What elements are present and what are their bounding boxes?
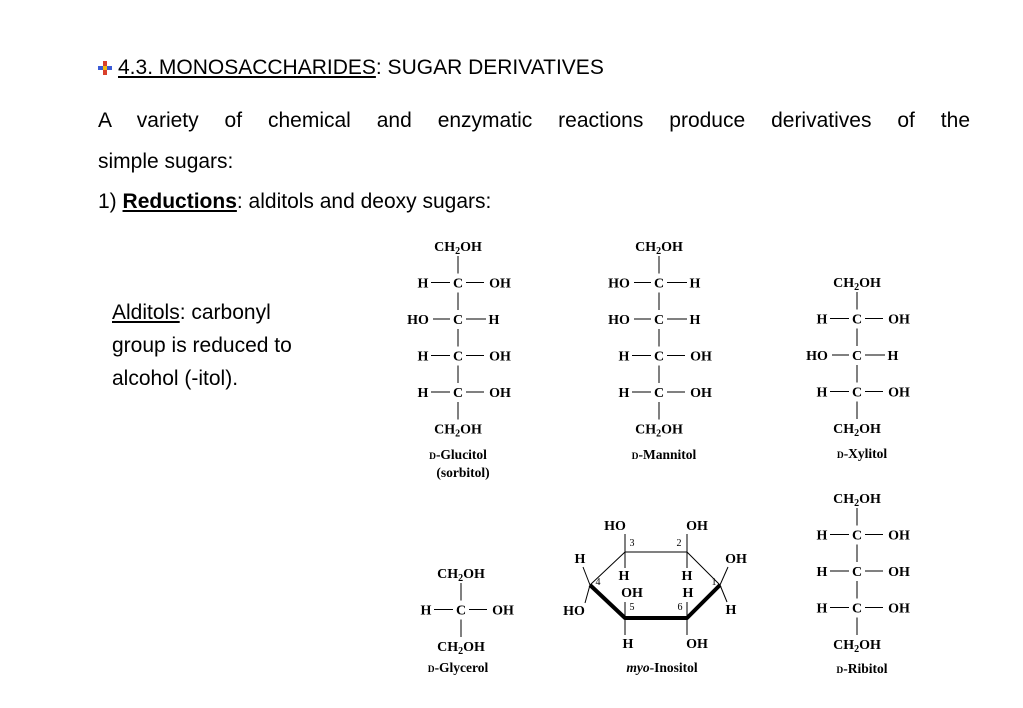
hydrogen-atom: H xyxy=(725,603,737,618)
ch2oh-group: $CH_2OH$ xyxy=(833,276,881,293)
ring-number: 6 xyxy=(677,602,683,613)
xylitol-structure xyxy=(806,276,910,461)
note-line-2: group is reduced to xyxy=(112,334,292,357)
hydroxyl-group: HO xyxy=(608,276,630,292)
hydrogen-atom: H xyxy=(417,386,429,401)
hydrogen-atom: H xyxy=(682,586,694,601)
ch2oh-group: $CH_2OH$ xyxy=(434,422,482,440)
carbon-atom: C xyxy=(851,349,863,364)
carbon-atom: C xyxy=(653,276,665,292)
structure-caption: D-Glycerol xyxy=(427,660,489,675)
hydroxyl-group: OH xyxy=(489,386,511,401)
hydrogen-atom: H xyxy=(689,276,701,292)
carbon-atom: C xyxy=(851,528,863,544)
ring-number: 4 xyxy=(595,577,601,588)
inositol-structure xyxy=(563,519,747,675)
note-term: Alditols xyxy=(112,301,180,324)
hydroxyl-group: HO xyxy=(608,313,630,328)
hydroxyl-group: OH xyxy=(888,385,910,401)
ch2oh-group: $CH_2OH$ xyxy=(434,240,482,257)
ribitol-structure xyxy=(817,492,910,676)
structure-caption: D-Mannitol xyxy=(631,447,697,462)
structure-caption: D-Ribitol xyxy=(836,661,888,676)
carbon-atom: C xyxy=(851,601,863,617)
hydroxyl-group: OH xyxy=(686,637,708,652)
item-number: 1) xyxy=(98,190,117,213)
hydrogen-atom: H xyxy=(816,601,828,617)
carbon-atom: C xyxy=(653,313,665,328)
glycerol-structure xyxy=(421,567,514,675)
ch2oh-group: $CH_2OH$ xyxy=(833,492,881,509)
bond-line xyxy=(720,585,727,602)
ring-number: 1 xyxy=(711,577,717,588)
glucitol-structure xyxy=(407,240,511,480)
ring-number: 5 xyxy=(629,602,635,613)
ch2oh-group: $CH_2OH$ xyxy=(833,638,881,655)
item-rest: : alditols and deoxy sugars: xyxy=(236,190,492,213)
bond-line xyxy=(720,567,728,585)
hydrogen-atom: H xyxy=(816,312,828,328)
ch2oh-group: $CH_2OH$ xyxy=(437,640,485,657)
hydrogen-atom: H xyxy=(618,386,630,401)
hydroxyl-group: OH xyxy=(725,552,747,567)
carbon-atom: C xyxy=(851,312,863,328)
intro-line-1: A variety of chemical and enzymatic reactions produce derivatives of the xyxy=(98,109,970,132)
hydrogen-atom: H xyxy=(574,552,586,567)
hydroxyl-group: OH xyxy=(888,601,910,617)
hydroxyl-group: OH xyxy=(489,349,511,365)
ring-bond xyxy=(590,552,720,585)
mannitol-structure xyxy=(608,240,712,462)
heading-section: 4.3. MONOSACCHARIDES xyxy=(118,56,376,79)
hydrogen-atom: H xyxy=(887,349,899,364)
hydroxyl-group: HO xyxy=(563,604,585,619)
hydroxyl-group: OH xyxy=(492,603,514,619)
hydrogen-atom: H xyxy=(618,349,630,365)
ring-number: 3 xyxy=(629,538,635,549)
hydroxyl-group: OH xyxy=(686,519,708,534)
carbon-atom: C xyxy=(452,313,464,328)
hydroxyl-group: OH xyxy=(621,586,643,601)
ch2oh-group: $CH_2OH$ xyxy=(635,240,683,257)
structure-caption-alt: (sorbitol) xyxy=(436,465,490,480)
structure-caption: D-Glucitol xyxy=(429,447,487,462)
hydroxyl-group: HO xyxy=(604,519,626,534)
carbon-atom: C xyxy=(851,565,863,580)
hydroxyl-group: OH xyxy=(888,528,910,544)
carbon-atom: C xyxy=(452,276,464,292)
hydroxyl-group: HO xyxy=(806,349,828,364)
hydrogen-atom: H xyxy=(816,528,828,544)
bond-line xyxy=(583,567,590,585)
ch2oh-group: $CH_2OH$ xyxy=(833,422,881,439)
hydrogen-atom: H xyxy=(417,276,429,292)
hydroxyl-group: HO xyxy=(407,313,429,328)
structure-caption: myo-Inositol xyxy=(626,660,698,675)
bond-line xyxy=(585,585,590,603)
hydrogen-atom: H xyxy=(816,385,828,401)
hydrogen-atom: H xyxy=(681,569,693,584)
hydrogen-atom: H xyxy=(488,313,500,328)
ch2oh-group: $CH_2OH$ xyxy=(437,567,485,584)
carbon-atom: C xyxy=(653,349,665,365)
heading-rest: : SUGAR DERIVATIVES xyxy=(375,56,604,79)
carbon-atom: C xyxy=(455,603,467,619)
hydrogen-atom: H xyxy=(618,569,630,584)
hydrogen-atom: H xyxy=(417,349,429,365)
hydrogen-atom: H xyxy=(689,313,701,328)
carbon-atom: C xyxy=(452,349,464,365)
hydrogen-atom: H xyxy=(420,603,432,619)
hydrogen-atom: H xyxy=(622,637,634,652)
ring-number: 2 xyxy=(676,538,682,549)
note-line-1: : carbonyl xyxy=(179,301,271,324)
hydrogen-atom: H xyxy=(816,565,828,580)
carbon-atom: C xyxy=(653,386,665,401)
note-line-3: alcohol (-itol). xyxy=(112,367,239,390)
intro-line-2: simple sugars: xyxy=(98,150,234,173)
ring-front-bond xyxy=(590,585,720,618)
structure-caption: D-Xylitol xyxy=(836,446,888,461)
hydroxyl-group: OH xyxy=(690,349,712,365)
carbon-atom: C xyxy=(851,385,863,401)
ch2oh-group: $CH_2OH$ xyxy=(635,422,683,440)
item-term: Reductions xyxy=(122,190,237,213)
carbon-atom: C xyxy=(452,386,464,401)
hydroxyl-group: OH xyxy=(888,565,910,580)
hydroxyl-group: OH xyxy=(690,386,712,401)
hydroxyl-group: OH xyxy=(489,276,511,292)
hydroxyl-group: OH xyxy=(888,312,910,328)
